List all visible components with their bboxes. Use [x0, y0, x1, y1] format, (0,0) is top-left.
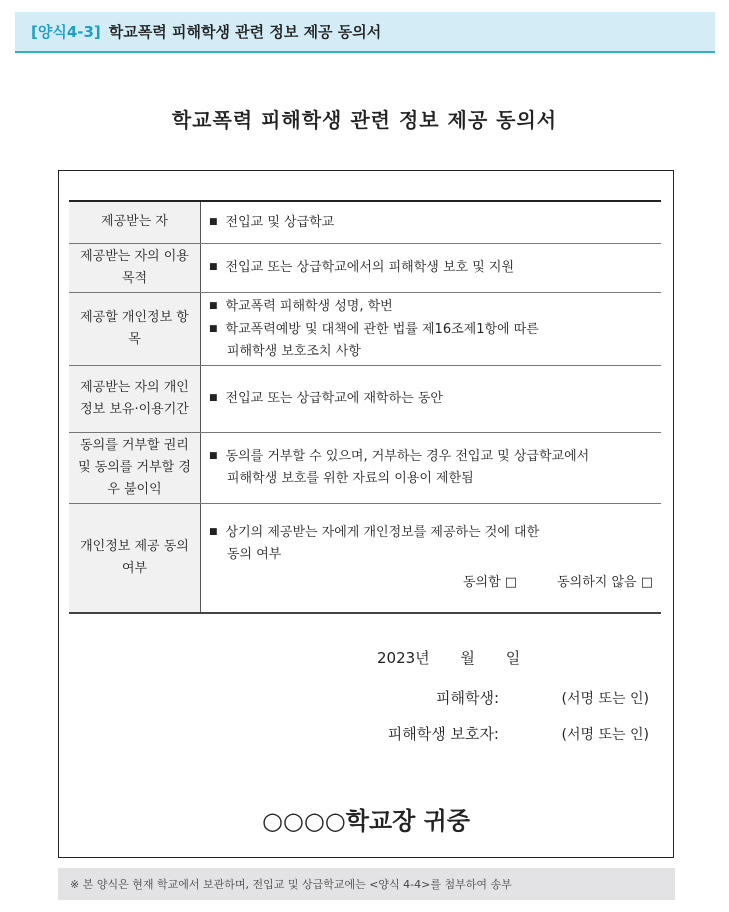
signer-student	[59, 687, 649, 708]
table-row	[69, 201, 661, 243]
row-item: ■ 전입교 또는 상급학교에 재학하는 동안	[209, 387, 653, 410]
row-item-cont: 동의 여부	[227, 547, 282, 563]
table-row	[69, 503, 661, 613]
addressee: ○○○○학교장 귀중	[261, 807, 471, 835]
row-item: ■ 동의를 거부할 수 있으며, 거부하는 경우 전입교 및 상급학교에서	[209, 445, 653, 468]
footnote: ※ 본 양식은 현재 학교에서 보관하며, 전입교 및 상급학교에는 <양식 4-4>를 첨부하여 송부	[58, 868, 675, 900]
signer-label: 피해학생 보호자:	[387, 725, 499, 743]
row-item: ■ 학교폭력예방 및 대책에 관한 법률 제16조제1항에 따른	[209, 318, 653, 341]
row-label: 제공받는 자의 개인정보 보유·이용기간	[69, 365, 201, 432]
table-row	[69, 432, 661, 503]
row-item: ■ 상기의 제공받는 자에게 개인정보를 제공하는 것에 대한	[209, 521, 653, 544]
table-row	[69, 243, 661, 292]
row-label: 동의를 거부할 권리 및 동의를 거부할 경우 불이익	[69, 432, 201, 503]
consent-table	[69, 200, 661, 614]
signature-field[interactable]: (서명 또는 인)	[561, 691, 649, 707]
row-label: 개인정보 제공 동의 여부	[69, 503, 201, 613]
form-tag: [양식4-3]	[31, 23, 101, 41]
row-label: 제공받는 자	[69, 201, 201, 243]
row-item: ■ 전입교 및 상급학교	[209, 211, 653, 234]
row-label: 제공할 개인정보 항목	[69, 292, 201, 365]
signer-guardian	[59, 723, 649, 744]
row-item: ■ 학교폭력 피해학생 성명, 학번	[209, 295, 653, 318]
signature-field[interactable]: (서명 또는 인)	[561, 727, 649, 743]
signer-label: 피해학생:	[435, 689, 499, 707]
consent-form	[58, 170, 674, 858]
agree-checkbox[interactable]: 동의함 □	[463, 575, 518, 591]
row-item-cont: 피해학생 보호조치 사항	[227, 343, 361, 359]
row-item: ■ 전입교 또는 상급학교에서의 피해학생 보호 및 지원	[209, 256, 653, 279]
row-label: 제공받는 자의 이용목적	[69, 243, 201, 292]
table-row	[69, 292, 661, 365]
form-header-title: 학교폭력 피해학생 관련 정보 제공 동의서	[108, 23, 382, 41]
disagree-checkbox[interactable]: 동의하지 않음 □	[557, 575, 653, 591]
table-row	[69, 365, 661, 432]
date-line: 2023년 월 일	[377, 649, 521, 667]
page-title: 학교폭력 피해학생 관련 정보 제공 동의서	[171, 108, 558, 132]
row-item-cont: 피해학생 보호를 위한 자료의 이용이 제한됨	[227, 471, 474, 486]
form-header	[15, 12, 715, 53]
